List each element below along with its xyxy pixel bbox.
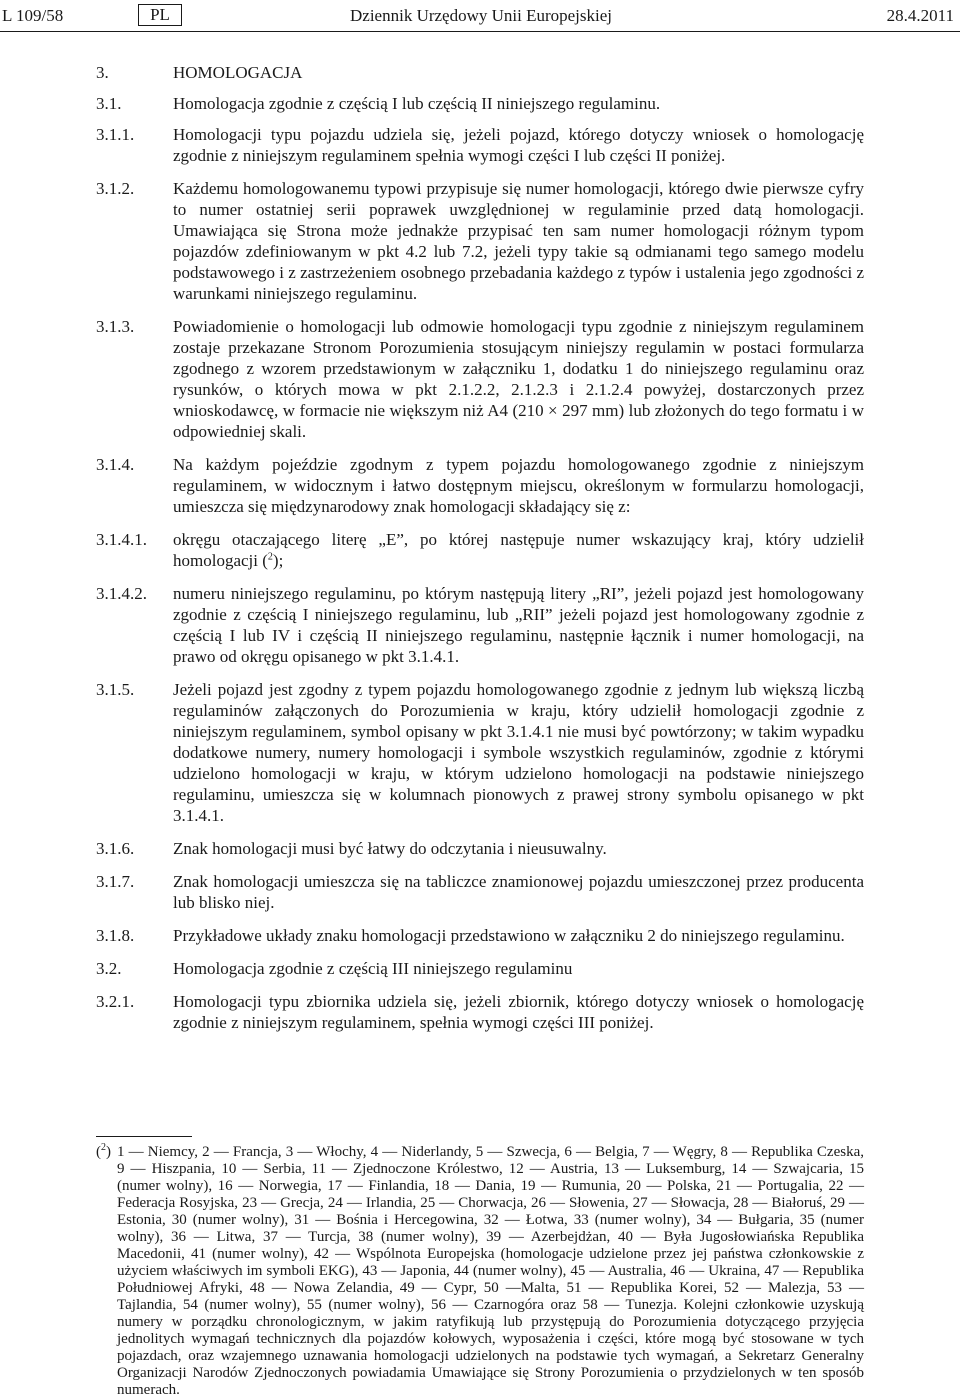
section-number: 3.2. <box>96 959 122 978</box>
paragraph-text: Każdemu homologowanemu typowi przypisuje się numer homologacji, którego dwie pierwsze cyfry to numer ostatniej serii poprawek uwzględnionej w regulaminie przed datą homologacji. Umawiająca się Strona może jednakże przypisać ten sam numer homologacji różnym typom pojazdów zdefiniowanym w pkt 4.2 lub 7.2, jeżeli typy takie są odmianami tego samego modelu podstawowego i z zastrzeżeniem osobnego przebadania każdego z typów i ustalenia jego zgodności z warunkami niniejszego regulaminu. <box>173 179 864 303</box>
section-number: 3. <box>96 63 109 82</box>
paragraph-text <box>173 529 864 571</box>
paragraph-number: 3.1.4. <box>96 455 135 474</box>
section-title: Homologacja zgodnie z częścią I lub częścią II niniejszego regulaminu. <box>173 94 661 113</box>
paragraph-text: Homologacji typu zbiornika udziela się, jeżeli zbiornik, którego dotyczy wniosek o homologację zgodnie z niniejszym regulaminem, spełnia wymogi części III poniżej. <box>173 992 864 1032</box>
footnote-divider <box>96 1136 192 1137</box>
paragraph-text-end: ); <box>272 551 284 570</box>
page-header <box>0 4 960 28</box>
document-body <box>96 62 864 1033</box>
paragraph <box>96 124 864 166</box>
footnote-paren-close: ) <box>106 1144 111 1160</box>
footnote-text: 1 — Niemcy, 2 — Francja, 3 — Włochy, 4 — Niderlandy, 5 — Szwecja, 6 — Belgia, 7 — Węgry, 8 — Republika Czeska, 9 — Hiszpania, 10 — Serbia, 11 — Zjednoczone Królestwo, 12 — Austria, 13 — Luksemburg, 14 — Szwajcaria, 15 (numer wolny), 16 — Norwegia, 17 — Finlandia, 18 — Dania, 19 — Rumunia, 20 — Polska, 21 — Portugalia, 22 — Federacja Rosyjska, 23 — Grecja, 24 — Irlandia, 25 — Chorwacja, 26 — Słowenia, 27 — Słowacja, 28 — Białoruś, 29 — Estonia, 30 (numer wolny), 31 — Bośnia i Hercegowina, 32 — Łotwa, 33 (numer wolny), 34 — Bułgaria, 35 (numer wolny), 36 — Litwa, 37 — Turcja, 38 (numer wolny), 39 — Azerbejdżan, 40 — Była Jugosłowiańska Republika Macedonii, 41 (numer wolny), 42 — Wspólnota Europejska (homologacje udzielone przez jej państwa członkowskie z użyciem właściwych im symboli EKG), 43 — Japonia, 44 (numer wolny), 45 — Australia, 46 — Ukraina, 47 — Republika Południowej Afryki, 48 — Nowa Zelandia, 49 — Cypr, 50 —Malta, 51 — Republika Korei, 52 — Malezja, 53 — Tajlandia, 54 (numer wolny), 55 (numer wolny), 56 — Czarnogóra oraz 58 — Tunezja. Kolejni członkowie uzyskują numery w porządku chronologicznym, w jakim ratyfikują lub przystępują do Porozumienia dotyczącego przyjęcia jednolitych wymagań technicznych dla pojazdów kołowych, wyposażenia i części, które mogą być stosowane w tych pojazdach, oraz wzajemnego uznawania homologacji udzielonych na podstawie tych wymagań, a Sekretarz Generalny Organizacji Narodów Zjednoczonych powiadamia Umawiające się Strony Porozumienia o przydzielonych w ten sposób numerach. <box>117 1144 864 1398</box>
footnote-number <box>96 1144 117 1399</box>
paragraph-text: Homologacji typu pojazdu udziela się, jeżeli pojazd, którego dotyczy wniosek o homologację zgodnie z niniejszym regulaminem spełnia wymogi części I lub części II poniżej. <box>173 125 864 165</box>
section-title: Homologacja zgodnie z częścią III niniejszego regulaminu <box>173 959 573 978</box>
header-divider <box>0 31 960 32</box>
paragraph-number: 3.1.4.1. <box>96 530 147 549</box>
footnote-reference: 2 <box>267 551 273 563</box>
paragraph-number: 3.1.5. <box>96 680 135 699</box>
paragraph <box>96 991 864 1033</box>
paragraph-number: 3.1.3. <box>96 317 135 336</box>
paragraph <box>96 871 864 913</box>
footnote-mark: 2 <box>101 1142 106 1153</box>
paragraph <box>96 178 864 304</box>
section-title: HOMOLOGACJA <box>173 63 303 82</box>
language-badge: PL <box>138 4 182 26</box>
paragraph-number: 3.1.6. <box>96 839 135 858</box>
paragraph-text: Na każdym pojeździe zgodnym z typem pojazdu homologowanego zgodnie z niniejszym regulaminem, w widocznym i łatwo dostępnym miejscu, określonym w formularzu homologacji, umieszcza się międzynarodowy znak homologacji składający się z: <box>173 455 864 516</box>
paragraph-number: 3.1.4.2. <box>96 584 147 603</box>
paragraph <box>96 679 864 826</box>
paragraph <box>96 583 864 667</box>
subsection-heading <box>96 93 864 114</box>
paragraph-number: 3.1.8. <box>96 926 135 945</box>
page-number: L 109/58 <box>2 6 64 25</box>
footnote <box>96 1144 864 1399</box>
paragraph <box>96 454 864 517</box>
paragraph-text-main: okręgu otaczającego literę „E”, po której następuje numer wskazujący kraj, który udzielił homologacji ( <box>173 530 864 570</box>
paragraph-text: Jeżeli pojazd jest zgodny z typem pojazdu homologowanego zgodnie z jednym lub większą liczbą regulaminów załączonych do Porozumienia w kraju, który udzielił homologacji zgodnie z niniejszym regulaminem, symbol opisany w pkt 3.1.4.1 nie musi być powtórzony; w takim wypadku dodatkowe numery, numery homologacji i symbole wszystkich regulaminów, zgodnie z którymi udzielono homologacji w kraju, w którym udzielono homologacji na podstawie niniejszego regulaminu, umieszcza się w kolumnach pionowych z prawej strony symbolu opisanego w pkt 3.1.4.1. <box>173 680 864 825</box>
paragraph-text: Znak homologacji musi być łatwy do odczytania i nieusuwalny. <box>173 839 607 858</box>
section-heading <box>96 62 864 83</box>
paragraph-text: Znak homologacji umieszcza się na tabliczce znamionowej pojazdu umieszczonej przez producenta lub blisko niej. <box>173 872 864 912</box>
subsection-heading <box>96 958 864 979</box>
paragraph <box>96 925 864 946</box>
section-number: 3.1. <box>96 94 122 113</box>
paragraph-text: Przykładowe układy znaku homologacji przedstawiono w załączniku 2 do niniejszego regulaminu. <box>173 926 845 945</box>
journal-title: Dziennik Urzędowy Unii Europejskiej <box>350 6 613 25</box>
paragraph-text: Powiadomienie o homologacji lub odmowie homologacji typu zgodnie z niniejszym regulaminem zostaje przekazane Stronom Porozumienia stosującym niniejszy regulamin w postaci formularza zgodnego z wzorem przedstawionym w załączniku 1, dodatku 1 do niniejszego regulaminu oraz rysunków, o których mowa w pkt 2.1.2.2, 2.1.2.3 i 2.1.2.4 powyżej, dostarczonych przez wnioskodawcę, w formacie nie większym niż A4 (210 × 297 mm) lub złożonych do tego formatu i w odpowiedniej skali. <box>173 317 864 441</box>
paragraph-number: 3.1.2. <box>96 179 135 198</box>
footnote-paren-open: ( <box>96 1144 101 1160</box>
publication-date: 28.4.2011 <box>886 6 954 25</box>
paragraph <box>96 316 864 442</box>
paragraph-number: 3.1.7. <box>96 872 135 891</box>
paragraph-text: numeru niniejszego regulaminu, po którym następują litery „RI”, jeżeli pojazd jest homologowany zgodnie z częścią I niniejszego regulaminu, lub „RII” jeżeli pojazd jest homologowany zgodnie z częścią I lub IV i częścią II niniejszego regulaminu, następnie łącznik i numer homologacji, na prawo od okręgu opisanego w pkt 3.1.4.1. <box>173 584 864 666</box>
paragraph-number: 3.2.1. <box>96 992 135 1011</box>
paragraph <box>96 529 864 571</box>
paragraph <box>96 838 864 859</box>
paragraph-number: 3.1.1. <box>96 125 135 144</box>
